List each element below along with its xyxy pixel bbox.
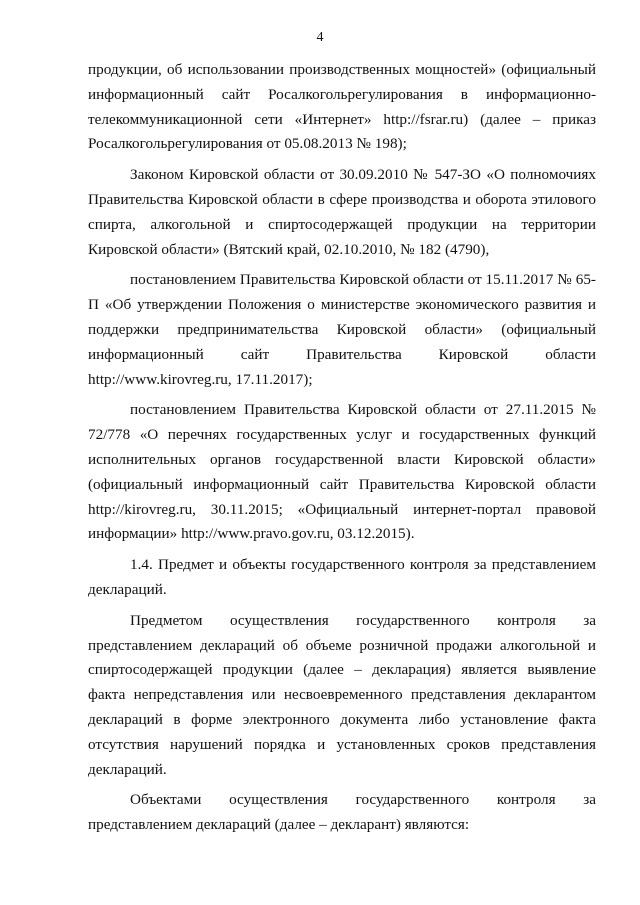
section-heading-1-4: 1.4. Предмет и объекты государственного контроля за представлением деклараций. [88,556,596,598]
page-number: 4 [316,30,324,45]
paragraph-kirov-law: Законом Кировской области от 30.09.2010 № 547-ЗО «О полномочиях Правительства Кировской области в сфере производства и оборота этилового спирта, алкогольной и спиртосодержащей продукции на территории Кировской области» (Вятский край, 02.10.2010, № 182 (4790), [88,166,596,258]
paragraph-objects-of-control: Объектами осуществления государственного контроля за представлением деклараций (далее – декларант) являются: [88,791,596,834]
paragraph-resolution-72-778: постановлением Правительства Кировской области от 27.11.2015 № 72/778 «О перечнях государственных услуг и государственных функций исполнительных органов государственной власти Кировской области» (официальный информационный сайт Правительства Кировской области http://kirovreg.ru, 30.11.2015; «Официальный интернет-портал правовой информации» http://www.pravo.gov.ru, 03.12.2015). [88,401,596,543]
paragraph-subject-of-control: Предметом осуществления государственного контроля за представлением деклараций об объеме розничной продажи алкогольной и спиртосодержащей продукции (далее – декларация) является выявление факта непредставления или несвоевременного представления декларантом деклараций в форме электронного документа либо установление факта отсутствия нарушений порядка и установленных сроков представления деклараций. [88,611,596,778]
document-body [88,58,596,844]
paragraph-fsrar-order: продукции, об использовании производственных мощностей» (официальный информационный сайт Росалкогольрегулирования в информационно-телекоммуникационной сети «Интернет» http://fsrar.ru) (далее – приказ Росалкогольрегулирования от 05.08.2013 № 198); [88,61,596,153]
paragraph-resolution-65p: постановлением Правительства Кировской области от 15.11.2017 № 65-П «Об утверждении Положения о министерстве экономического развития и поддержки предпринимательства Кировской области» (официальный информационный сайт Правительства Кировской области http://www.kirovreg.ru, 17.11.2017); [88,271,596,388]
